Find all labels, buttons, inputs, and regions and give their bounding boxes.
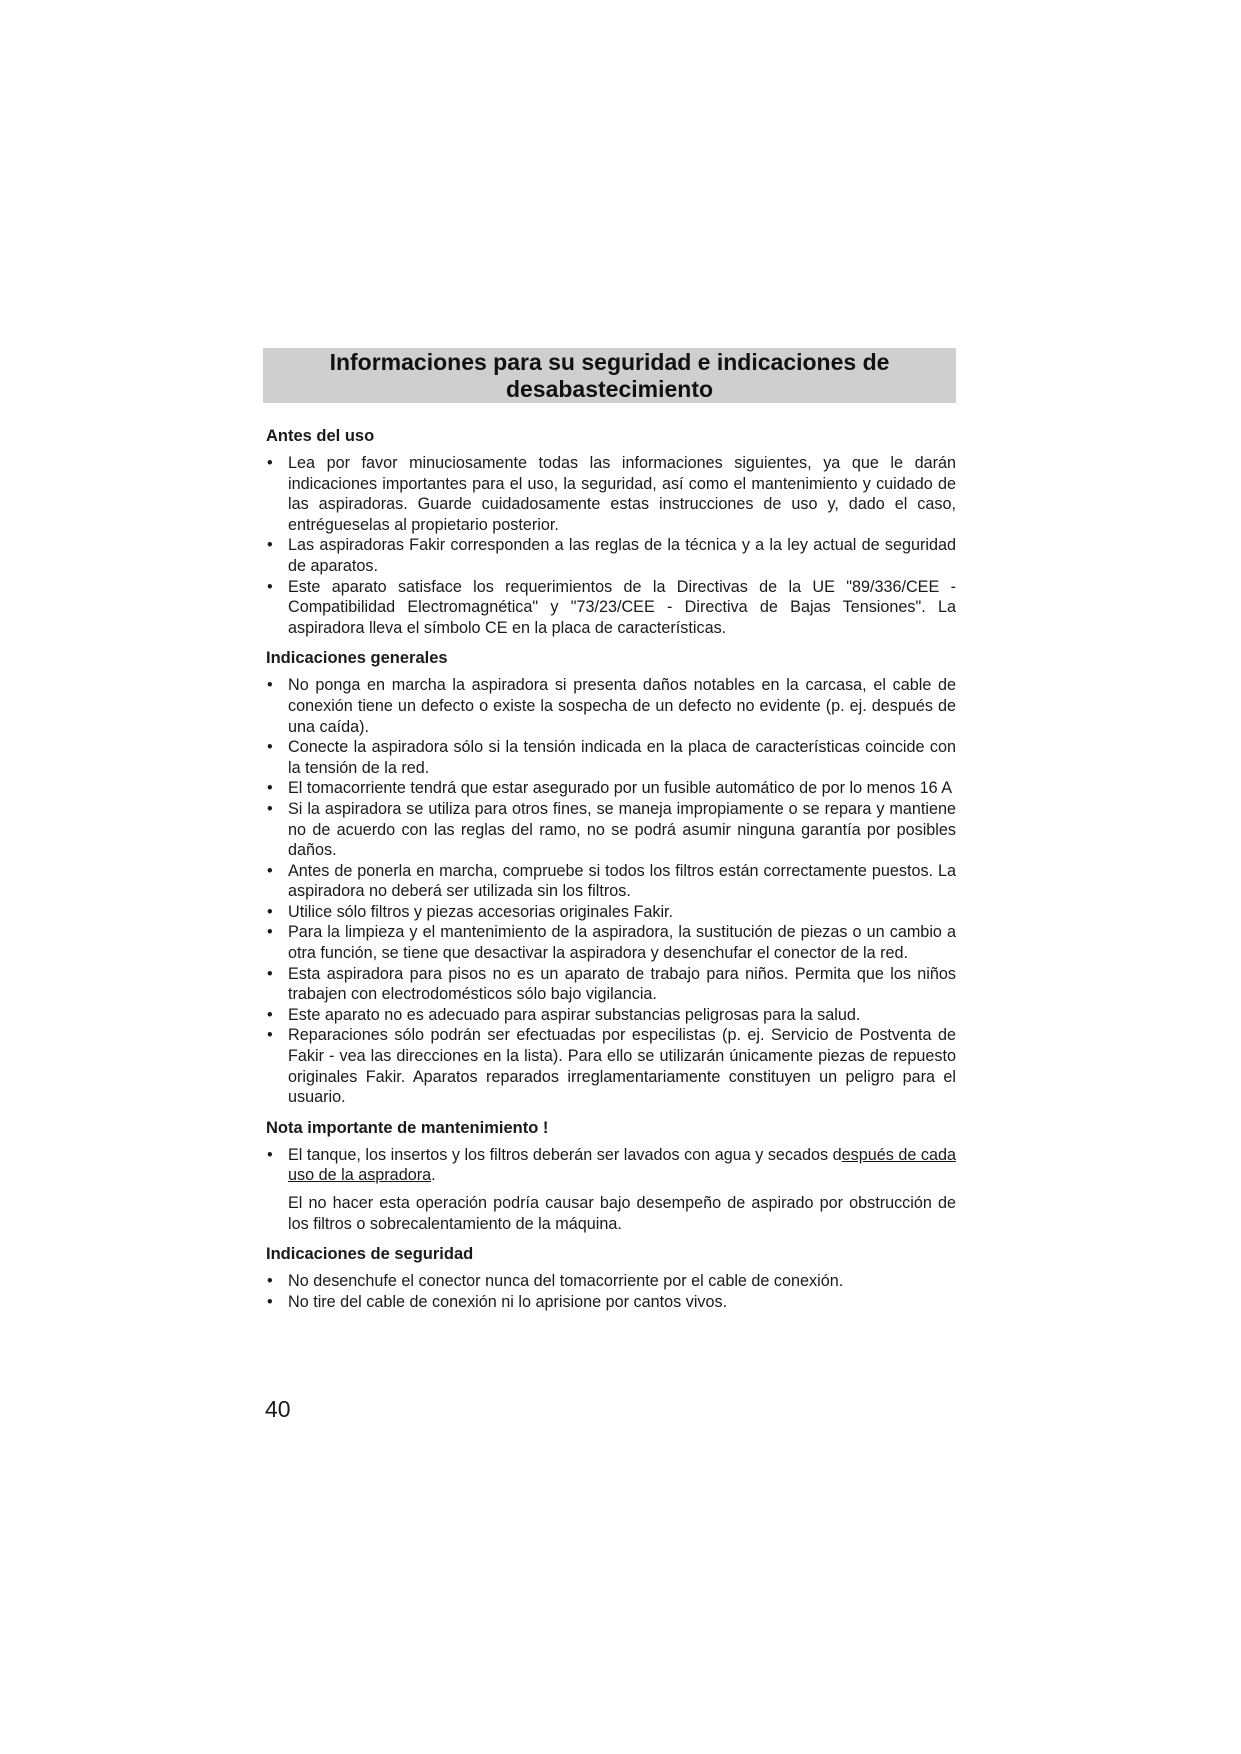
maintenance-note: El no hacer esta operación podría causar bajo desempeño de aspirado por obstrucción de los filtros o sobrecalentamiento de la máquina.	[288, 1194, 956, 1233]
item-text-end: .	[431, 1166, 436, 1185]
list-item: • Conecte la aspiradora sólo si la tensión indicada en la placa de características coincide con la tensión de la red.	[266, 737, 956, 778]
list-item: • Si la aspiradora se utiliza para otros fines, se maneja impropiamente o se repara y mantiene no de acuerdo con las reglas del ramo, no se podrá asumir ninguna garantía por posibles daños.	[266, 799, 956, 861]
section-indicaciones-generales	[266, 647, 956, 1107]
section-heading: Nota importante de mantenimiento !	[266, 1118, 549, 1137]
list-item	[266, 1145, 956, 1186]
page-number: 40	[265, 1396, 291, 1422]
list-item: • No tire del cable de conexión ni lo aprisione por cantos vivos.	[266, 1292, 956, 1313]
section-heading: Indicaciones de seguridad	[266, 1245, 474, 1264]
bullet-list	[266, 453, 956, 638]
section-nota-mantenimiento	[266, 1117, 956, 1234]
list-item: • No desenchufe el conector nunca del tomacorriente por el cable de conexión.	[266, 1271, 956, 1292]
bullet-list	[266, 1145, 956, 1186]
list-item: • Esta aspiradora para pisos no es un aparato de trabajo para niños. Permita que los niños trabajen con electrodomésticos sólo bajo vigilancia.	[266, 964, 956, 1005]
section-indicaciones-seguridad	[266, 1243, 956, 1312]
list-item: • El tomacorriente tendrá que estar asegurado por un fusible automático de por lo menos 16 A	[266, 778, 956, 799]
bullet-list	[266, 1271, 956, 1312]
list-item: • Antes de ponerla en marcha, compruebe si todos los filtros están correctamente puestos. La aspiradora no deberá ser utilizada sin los filtros.	[266, 861, 956, 902]
page-title: Informaciones para su seguridad e indicaciones de desabastecimiento	[329, 349, 890, 402]
list-item: • Para la limpieza y el mantenimiento de la aspiradora, la sustitución de piezas o un cambio a otra función, se tiene que desactivar la aspiradora y desenchufar el conector de la red.	[266, 922, 956, 963]
list-item: • Este aparato no es adecuado para aspirar substancias peligrosas para la salud.	[266, 1005, 956, 1026]
content	[266, 425, 956, 1321]
list-item: • Utilice sólo filtros y piezas accesorias originales Fakir.	[266, 902, 956, 923]
bullet-list	[266, 675, 956, 1107]
item-text: El tanque, los insertos y los filtros deberán ser lavados con agua y secados d	[288, 1145, 842, 1164]
list-item: • Reparaciones sólo podrán ser efectuadas por especilistas (p. ej. Servicio de Postventa de Fakir - vea las direcciones en la lista). Para ello se utilizarán únicamente piezas de repuesto originales Fakir. Aparatos reparados irreglamentariamente constituyen un peligro para el usuario.	[266, 1025, 956, 1107]
section-antes-del-uso	[266, 425, 956, 638]
title-bar	[263, 348, 956, 403]
section-heading: Indicaciones generales	[266, 649, 448, 668]
section-heading: Antes del uso	[266, 427, 375, 445]
list-item: • Lea por favor minuciosamente todas las informaciones siguientes, ya que le darán indicaciones importantes para el uso, la seguridad, así como el mantenimiento y cuidado de las aspiradoras. Guarde cuidadosamente estas instrucciones de uso y, dado el caso, entrégueselas al propietario posterior.	[266, 453, 956, 535]
list-item: • Las aspiradoras Fakir corresponden a las reglas de la técnica y a la ley actual de seguridad de aparatos.	[266, 535, 956, 576]
list-item: • Este aparato satisface los requerimientos de la Directivas de la UE "89/336/CEE - Compatibilidad Electromagnética" y "73/23/CEE - Directiva de Bajas Tensiones". La aspiradora lleva el símbolo CE en la placa de características.	[266, 577, 956, 639]
list-item: • No ponga en marcha la aspiradora si presenta daños notables en la carcasa, el cable de conexión tiene un defecto o existe la sospecha de un defecto no evidente (p. ej. después de una caída).	[266, 675, 956, 737]
underlined-text: espués de cada uso de la aspradora	[288, 1145, 956, 1185]
